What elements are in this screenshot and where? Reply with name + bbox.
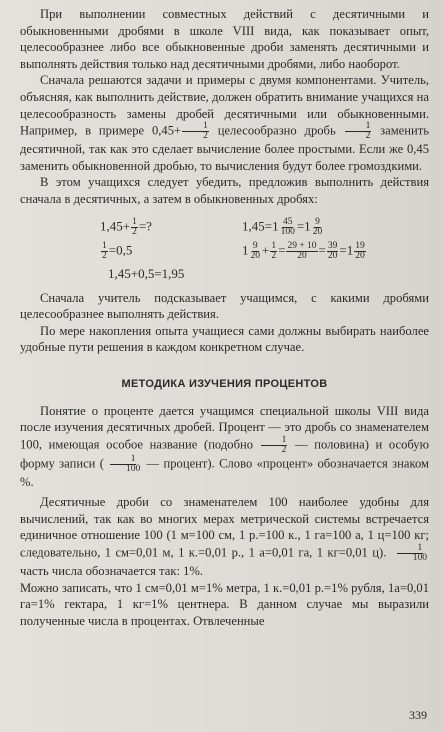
paragraph-teacher-hint: Сначала учитель подсказывает учащимся, с какими дробями целесообразнее выполнять действия. [20,290,429,322]
section-heading: МЕТОДИКА ИЗУЧЕНИЯ ПРОЦЕНТОВ [121,377,328,390]
paragraph-percent-concept: Понятие о проценте дается учащимся специальной школы VIII вида после изучения десятичных дробей. Процент — это дробь со знаменателем 100, имеющая особое название (подобно $\frac{1}{2}$ — половина) и особую форму записи ( $\frac{1}{100}$ — процент). Слово «процент» обозначается знаком %. [20,403,429,489]
fraction: $\frac{1}{100}$ [392,544,428,563]
equation-right-2: 1 $\frac{9}{20}$ + $\frac{1}{2}$ = $\frac{29 + 10}{20}$ = $\frac{39}{20}$ =1 $\frac{19}{20}$ [242,240,365,261]
equation-left-2: $\frac{1}{2}$ =0,5 [102,240,133,261]
paragraph-decimal-fractions: Десятичные дроби со знаменателем 100 наиболее удобны для вычислений, так как во многих мерах метрической системы встречается единичное отношение 100 (1 м=100 см, 1 р.=100 к., 1 га=100 а, 1 ц=100 кг; следовательно, 1 см=0,01 м, 1 к.=0,01 р., 1 а=0,01 га, 1 кг=0,01 ц). $\frac{1}{100}$ часть числа обозначается так: 1%. [20,495,429,579]
equation-left-1: 1,45+ $\frac{1}{2}$ =? [100,216,152,237]
paragraph-intro: При выполнении совместных действий с десятичными и обыкновенными дробями в школе VIII вида, как показывает опыт, целесообразнее либо все обыкновенные дроби заменять десятичными и выполнять действия только над десятичными дробями, либо наоборот. [20,7,429,71]
fraction: $\frac{1}{2}$ [345,122,372,141]
math-examples [20,208,429,288]
fraction: $\frac{1}{2}$ [182,122,209,141]
paragraph-percent-examples: Можно записать, что 1 см=0,01 м=1% метра, 1 к.=0,01 р.=1% рубля, 1а=0,01 га=1% гектара, 1 кг=1% центнера. В данном случае мы выразили полученные числа в процентах. Отвлеченные [20,580,429,628]
paragraph-convince: В этом учащихся следует убедить, предложив выполнить действия сначала в десятичных, а затем в обыкновенных дробях: [20,175,429,206]
fraction: $\frac{1}{2}$ [261,436,288,455]
equation-left-3: 1,45+0,5=1,95 [108,265,185,281]
paragraph-two-components: Сначала решаются задачи и примеры с двумя компонентами. Учитель, объясняя, как выполнить действие, должен обратить внимание учащихся на целесообразность замены дробей десятичными или обыкновенными. Например, в примере 0,45+ $\frac{1}{2}$ целесообразно дробь $\frac{1}{2}$ заменить десятичной, так как это сделает вычисление более простыми. Если же 0,45 заменить обыкновенной дробью, то вычисления будут более громоздкими. [20,73,430,173]
page-number: 339 [409,708,427,723]
equation-right-1: 1,45=1 $\frac{45}{100}$ =1 $\frac{9}{20}$ [242,216,323,237]
fraction: $\frac{1}{100}$ [105,455,141,474]
paragraph-experience: По мере накопления опыта учащиеся сами должны выбирать наиболее удобные пути решения в каждом конкретном случае. [20,323,429,355]
